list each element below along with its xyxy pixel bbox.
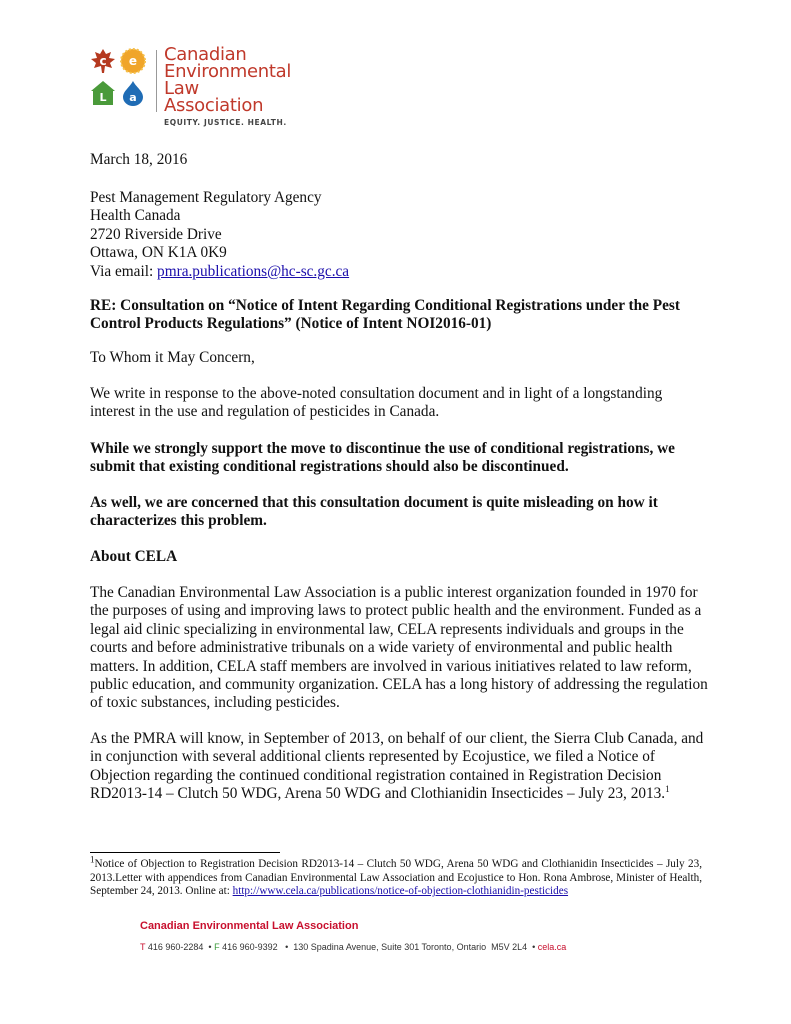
logo-icon-grid bbox=[90, 48, 152, 110]
svg-text:e: e bbox=[128, 54, 138, 68]
recipient-email-line bbox=[90, 263, 710, 281]
logo-divider bbox=[156, 50, 157, 112]
paragraph-intro: We write in response to the above-noted consultation document and in light of a longstanding interest in the use and regulation of pesticides in Canada. bbox=[90, 385, 663, 421]
fax-and-address: 416 960-9392 • 130 Spadina Avenue, Suite 301 Toronto, Ontario M5V 2L4 • bbox=[219, 942, 538, 952]
footer-contact-line bbox=[140, 942, 566, 952]
phone-number: 416 960-2284 • bbox=[145, 942, 215, 952]
paragraph-concern-statement: As well, we are concerned that this consultation document is quite misleading on how it characterizes this problem. bbox=[90, 494, 658, 530]
paragraph-support-statement: While we strongly support the move to discontinue the use of conditional registrations, we submit that existing conditional registrations should also be discontinued. bbox=[90, 440, 675, 476]
logo-line-3: Association bbox=[164, 95, 264, 116]
phone-label: T bbox=[140, 942, 146, 952]
footnote-reference[interactable]: 1 bbox=[665, 784, 670, 795]
paragraph-about-cela: The Canadian Environmental Law Association is a public interest organization founded in 1970 for the purposes of using and improving laws to protect public health and the environment. Funded as a legal aid clinic specializing in environmental law, CELA represents individuals and groups in the courts and before administrative tribunals on a wide variety of environmental and public health matters. In addition, CELA staff members are involved in various initiatives related to law reform, public education, and community organization. CELA has a long history of addressing the regulation of toxic substances, including pesticides. bbox=[90, 584, 708, 712]
cela-logo bbox=[90, 44, 330, 127]
svg-text:L: L bbox=[99, 91, 107, 104]
fax-label: F bbox=[214, 942, 220, 952]
logo-line-2: Environmental Law bbox=[164, 61, 292, 99]
recipient-line-1: Pest Management Regulatory Agency bbox=[90, 189, 322, 206]
letter-date: March 18, 2016 bbox=[90, 151, 188, 168]
logo-tagline: EQUITY. JUSTICE. HEALTH. bbox=[164, 118, 287, 127]
logo-wordmark bbox=[164, 46, 330, 127]
email-prefix: Via email: bbox=[90, 262, 158, 280]
footnote-link[interactable]: http://www.cela.ca/publications/notice-of-objection-clothianidin-pesticides bbox=[232, 885, 569, 898]
footnote-marker: 1 bbox=[90, 854, 95, 865]
section-heading-about-cela: About CELA bbox=[90, 548, 178, 565]
water-drop-icon bbox=[120, 80, 146, 106]
house-icon bbox=[90, 80, 116, 106]
subject-line: RE: Consultation on “Notice of Intent Regarding Conditional Registrations under the Pest Control Products Regulations” (Notice of Intent NOI2016-01) bbox=[90, 297, 680, 333]
paragraph-notice-text: As the PMRA will know, in September of 2013, on behalf of our client, the Sierra Club Canada, and in conjunction with several additional clients represented by Ecojustice, we filed a Notice of Objection regarding the continued conditional registration contained in Registration Decision RD2013-14 – Clutch 50 WDG, Arena 50 WDG and Clothianidin Insecticides – July 23, 2013. bbox=[90, 730, 704, 803]
svg-text:c: c bbox=[99, 54, 107, 68]
paragraph-notice-of-objection bbox=[90, 730, 710, 804]
sun-icon bbox=[120, 48, 146, 74]
footnote-separator bbox=[90, 852, 280, 853]
recipient-email-link[interactable]: pmra.publications@hc-sc.gc.ca bbox=[157, 262, 350, 280]
maple-leaf-icon bbox=[90, 48, 116, 74]
svg-text:a: a bbox=[129, 91, 137, 104]
recipient-line-2: Health Canada bbox=[90, 207, 181, 225]
recipient-line-4: Ottawa, ON K1A 0K9 bbox=[90, 244, 227, 262]
recipient-address bbox=[90, 189, 710, 281]
footer-website-link[interactable]: cela.ca bbox=[537, 942, 567, 952]
footnote-text: Notice of Objection to Registration Decision RD2013-14 – Clutch 50 WDG, Arena 50 WDG and Clothianidin Insecticides – July 23, 2013.Letter with appendices from Canadian Environmental Law Association and Ecojustice to Hon. Rona Ambrose, Minister of Health, September 24, 2013. Online at: bbox=[90, 858, 702, 898]
footer-organization-name: Canadian Environmental Law Association bbox=[140, 920, 359, 932]
footnote-1 bbox=[90, 854, 702, 899]
recipient-line-3: 2720 Riverside Drive bbox=[90, 225, 222, 243]
logo-line-1: Canadian bbox=[164, 44, 247, 65]
salutation: To Whom it May Concern, bbox=[90, 349, 255, 366]
